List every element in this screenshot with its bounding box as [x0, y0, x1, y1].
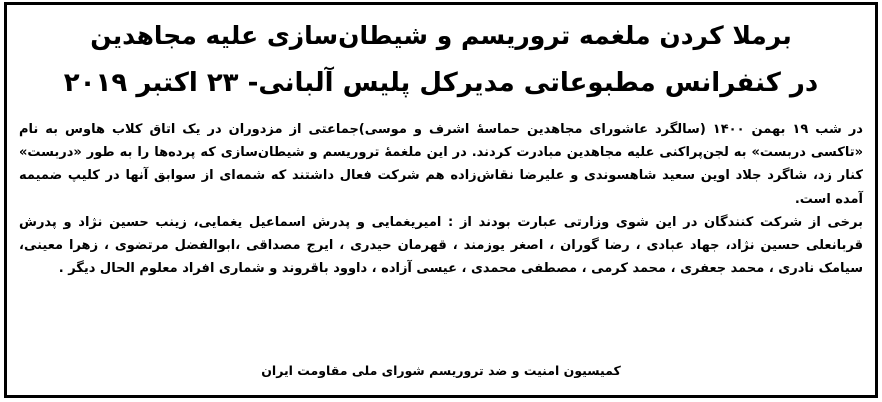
- statement-frame: [4, 2, 878, 398]
- signature: کمیسیون امنیت و ضد تروریسم شورای ملی مقاومت ایران: [261, 363, 621, 378]
- statement-body: [19, 118, 863, 280]
- headline-line-2: در کنفرانس مطبوعاتی مدیرکل پلیس آلبانی- ۲۳ اکتبر ۲۰۱۹: [63, 68, 819, 98]
- headline: [7, 5, 875, 118]
- body-paragraph-1: در شب ۱۹ بهمن ۱۴۰۰ (سالگرد عاشورای مجاهدین حماسهٔ اشرف و موسی)جماعتی از مزدوران در یک اتاق کلاب هاوس به نام «تاکسی دربست» به لجن‌پراکنی علیه مجاهدین مبادرت کردند. در این ملغمهٔ تروریسم و شیطان‌سازی که پرده‌ها را به طور «دربست» کنار زد، شاگرد جلاد اوین سعید شاهسوندی و علیرضا نقاش‌زاده هم شرکت فعال داشتند که شمه‌ای از سوابق آنها در کلیپ ضمیمه آمده است.: [19, 122, 863, 207]
- headline-line-1: برملا کردن ملغمه تروریسم و شیطان‌سازی علیه مجاهدین: [90, 21, 792, 50]
- body-paragraph-2: برخی از شرکت کنندگان در این شوی وزارتی عبارت بودند از : امیریغمایی و پدرش اسماعیل یغمایی، زینب حسین نژاد و پدرش قربانعلی حسین نژاد، جهاد عبادی ، رضا گوران ، اصغر یوزمند ، قهرمان حیدری ، ایرج مصداقی ،ابوالفضل مرتضوی ، زهرا معینی، سیامک نادری ، محمد جعفری ، محمد کرمی ، مصطفی محمدی ، عیسی آزاده ، داوود باقروند و شماری افراد معلوم الحال دیگر .: [19, 214, 863, 277]
